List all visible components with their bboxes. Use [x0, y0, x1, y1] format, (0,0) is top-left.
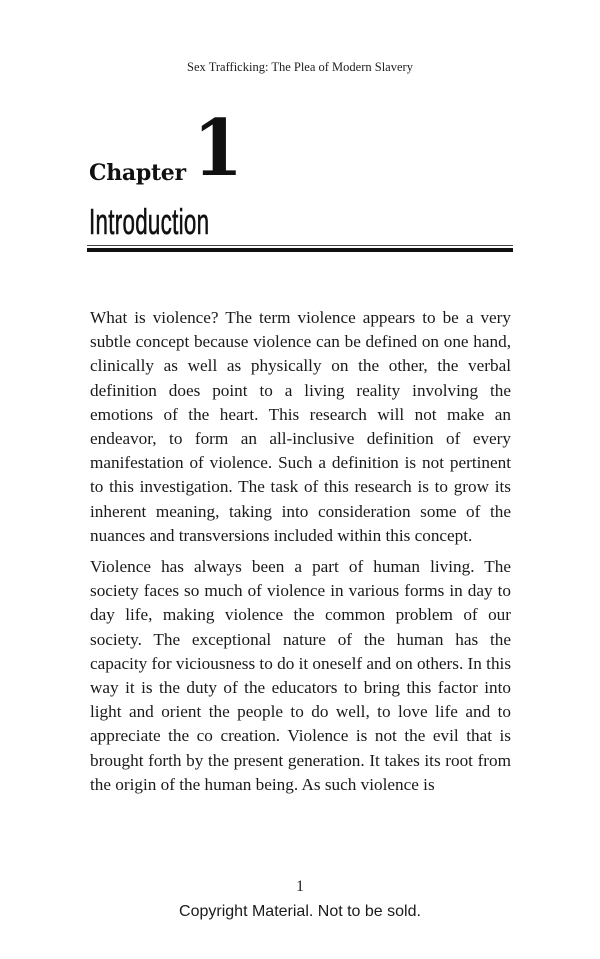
paragraph: What is violence? The term violence appears to be a very subtle concept because violence can be defined on one hand, clinically as well as physically on the other, the verbal definition does point to a living reality involving the emotions of the heart. This research will not make an endeavor, to form an all-inclusive definition of every manifestation of violence. Such a definition is not pertinent to this investigation. The task of this research is to grow its inherent meaning, taking into consideration some of the nuances and transversions included within this concept.	[90, 308, 511, 545]
chapter-label: Chapter	[89, 160, 186, 186]
running-head: Sex Trafficking: The Plea of Modern Slavery	[187, 60, 413, 74]
title-rule-thin	[87, 245, 513, 246]
chapter-number: 1	[193, 103, 243, 194]
page-number: 1	[296, 878, 304, 895]
chapter-heading	[89, 103, 519, 194]
chapter-title: Introduction	[89, 201, 210, 242]
copyright-notice: Copyright Material. Not to be sold.	[179, 903, 421, 920]
paragraph: Violence has always been a part of human living. The society faces so much of violence in various forms in day to day life, making violence the common problem of our society. The exceptional nature of the human has the capacity for viciousness to do it oneself and on others. In this way it is the duty of the educators to bring this factor into light and orient the people to do well, to love life and to appreciate the co creation. Violence is not the evil that is brought forth by the present generation. It takes its root from the origin of the human being. As such violence is	[90, 557, 512, 794]
body-text	[90, 306, 511, 804]
title-rule-thick	[87, 248, 513, 252]
